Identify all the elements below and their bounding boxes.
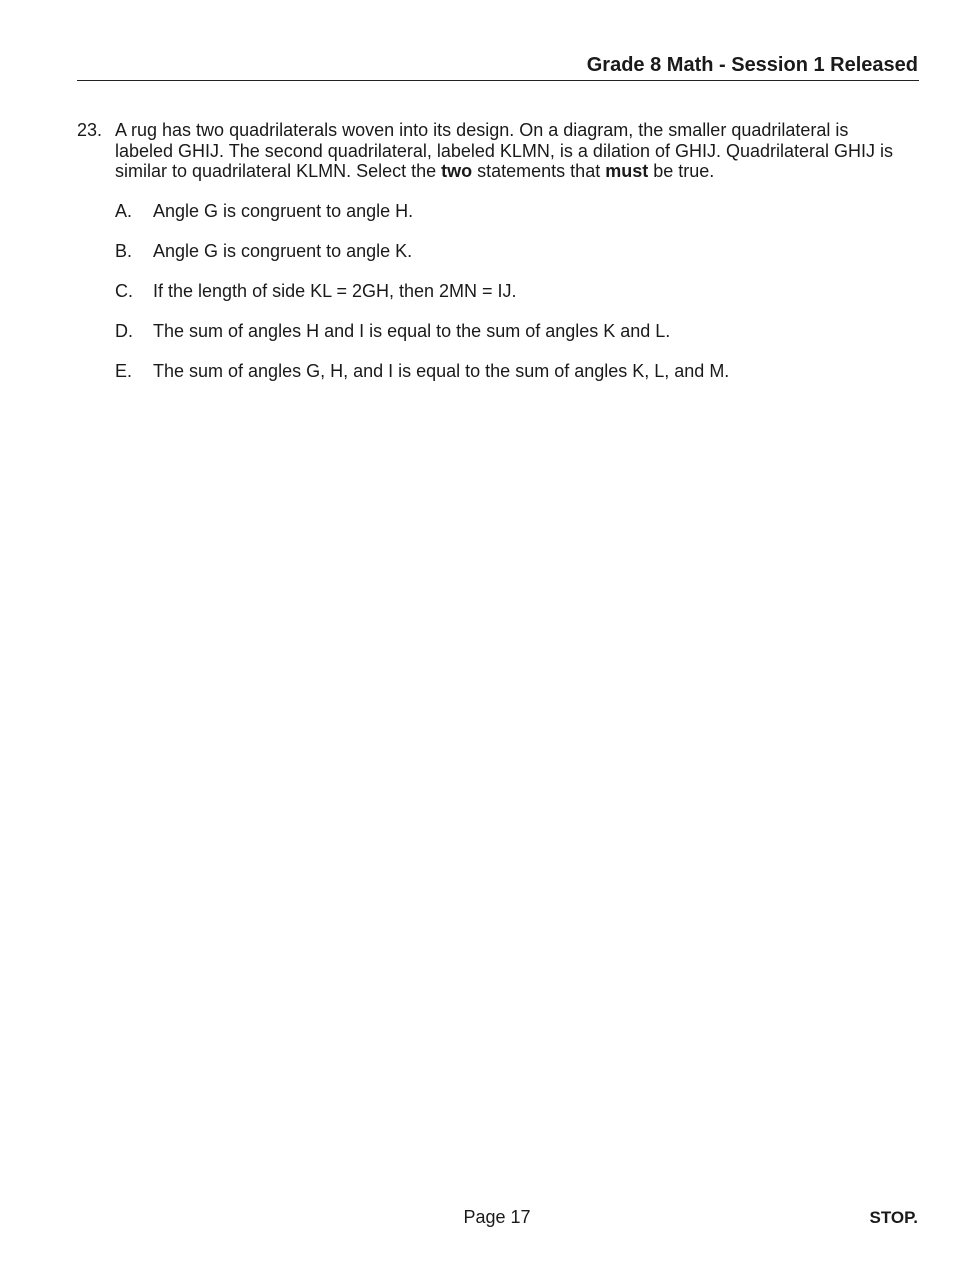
option-text: Angle G is congruent to angle H. <box>153 201 414 221</box>
question-number: 23. <box>77 120 103 140</box>
stem-text: statements that <box>472 161 606 181</box>
option-letter: E. <box>115 361 133 381</box>
stem-text: A rug has two quadrilaterals woven into its design. On a diagram, the smaller quadrilateral is labeled GHIJ. The second quadrilateral, labeled KLMN, is a dilation of GHIJ. Quadrilateral GHIJ is similar to quadrilateral KLMN. Select the <box>115 120 894 181</box>
stem-emphasis-must: must <box>605 161 649 181</box>
stem-text: be true. <box>648 161 715 181</box>
question-23 <box>77 120 907 182</box>
header-divider <box>77 80 919 81</box>
option-text: Angle G is congruent to angle K. <box>153 241 413 261</box>
question-stem <box>115 120 907 182</box>
stem-emphasis-two: two <box>441 161 473 181</box>
option-letter: A. <box>115 201 133 221</box>
stop-label: STOP. <box>869 1208 918 1227</box>
option-letter: B. <box>115 241 133 261</box>
page-number: Page 17 <box>463 1207 531 1227</box>
option-letter: D. <box>115 321 133 341</box>
option-text: The sum of angles G, H, and I is equal to the sum of angles K, L, and M. <box>153 361 730 381</box>
option-text: If the length of side KL = 2GH, then 2MN = IJ. <box>153 281 517 301</box>
option-letter: C. <box>115 281 133 301</box>
option-text: The sum of angles H and I is equal to the sum of angles K and L. <box>153 321 671 341</box>
page-header-title: Grade 8 Math - Session 1 Released <box>586 54 918 76</box>
